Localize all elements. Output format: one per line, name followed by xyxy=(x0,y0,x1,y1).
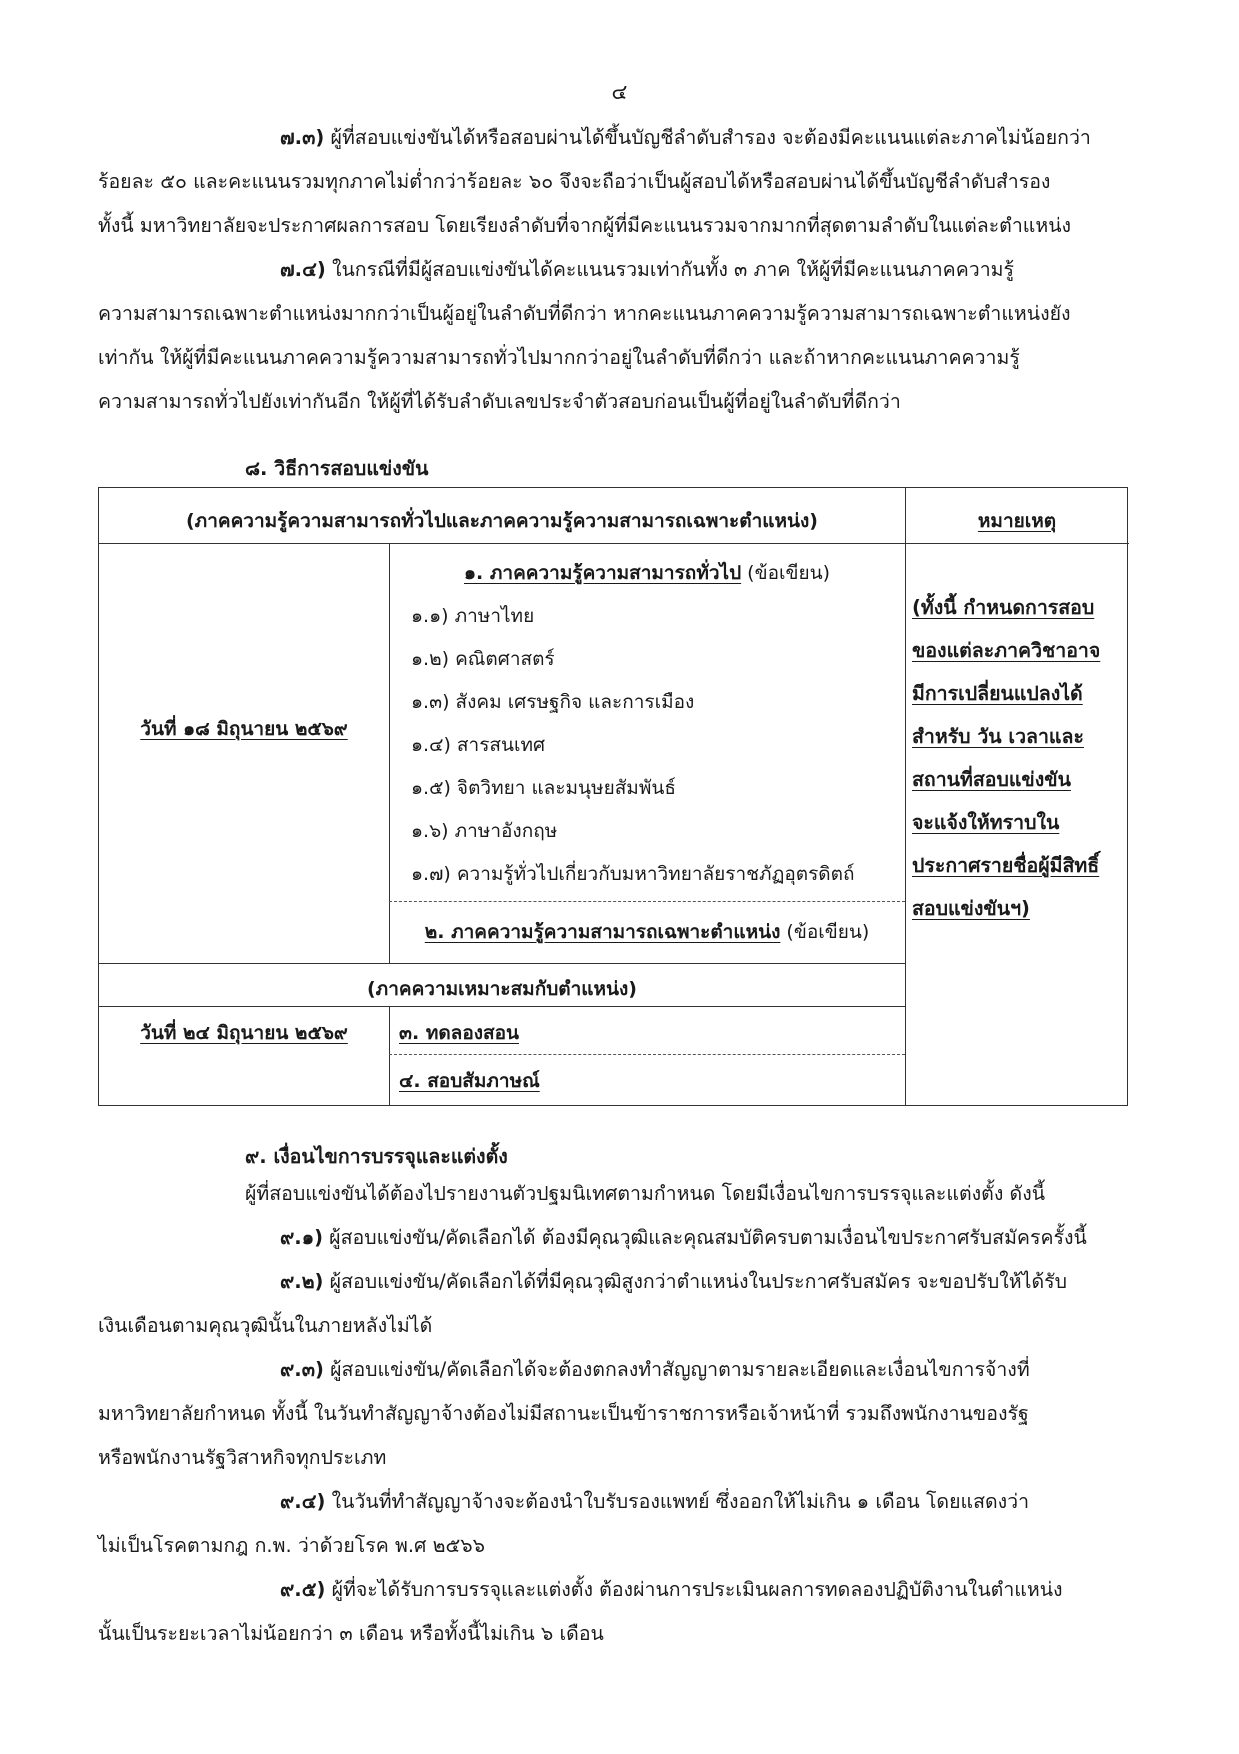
remark-line: ของแต่ละภาควิชาอาจ xyxy=(912,639,1101,662)
para-7-4-line-4: ความสามารถทั่วไปยังเท่ากันอีก ให้ผู้ที่ได้รับลำดับเลขประจำตัวสอบก่อนเป็นผู้ที่อยู่ในลำดับที่ดีกว่า xyxy=(98,390,901,413)
para-7-3-line-3: ทั้งนี้ มหาวิทยาลัยจะประกาศผลการสอบ โดยเรียงลำดับที่จากผู้ที่มีคะแนนรวมจากมากที่สุดตามลำดับในแต่ละตำแหน่ง xyxy=(98,214,1072,237)
exam-date-1: วันที่ ๑๘ มิถุนายน ๒๕๖๙ xyxy=(140,718,348,740)
para-7-4-text: ในกรณีที่มีผู้สอบแข่งขันได้คะแนนรวมเท่ากันทั้ง ๓ ภาค ให้ผู้ที่มีคะแนนภาคความรู้ xyxy=(325,258,1015,281)
table-rule-part4 xyxy=(389,1054,905,1055)
part-1-item: ๑.๔) สารสนเทศ xyxy=(411,734,546,756)
item-9-2-num: ๙.๒) xyxy=(280,1270,324,1293)
part-1-item: ๑.๑) ภาษาไทย xyxy=(411,605,535,627)
item-9-5-num: ๙.๕) xyxy=(280,1578,326,1601)
table-rule-part2 xyxy=(389,901,905,902)
part-2-title: ๒. ภาคความรู้ความสามารถเฉพาะตำแหน่ง xyxy=(424,921,781,943)
part-1-title: ๑. ภาคความรู้ความสามารถทั่วไป xyxy=(464,562,742,584)
section-8-title: ๘. วิธีการสอบแข่งขัน xyxy=(245,457,429,480)
item-9-2-line-1 xyxy=(280,1272,1067,1292)
part-1-item: ๑.๓) สังคม เศรษฐกิจ และการเมือง xyxy=(411,691,695,713)
exam-schedule-table xyxy=(98,487,1128,1106)
para-7-3-line-1 xyxy=(280,128,1091,148)
item-9-3-line-3: หรือพนักงานรัฐวิสาหกิจทุกประเภท xyxy=(98,1446,387,1469)
item-9-2-line-2: เงินเดือนตามคุณวุฒินั้นในภายหลังไม่ได้ xyxy=(98,1314,433,1337)
para-7-4-line-3: เท่ากัน ให้ผู้ที่มีคะแนนภาคความรู้ความสามารถทั่วไปมากกว่าอยู่ในลำดับที่ดีกว่า และถ้าหากคะแนนภาคความรู้ xyxy=(98,346,1020,369)
para-7-4-line-1 xyxy=(280,260,1014,280)
item-9-3-line-2: มหาวิทยาลัยกำหนด ทั้งนี้ ในวันทำสัญญาจ้างต้องไม่มีสถานะเป็นข้าราชการหรือเจ้าหน้าที่ รวมถึงพนักงานของรัฐ xyxy=(98,1402,1029,1425)
item-9-4-line-2: ไม่เป็นโรคตามกฎ ก.พ. ว่าด้วยโรค พ.ศ ๒๕๖๖ xyxy=(98,1534,485,1557)
table-header-main: (ภาคความรู้ความสามารถทั่วไปและภาคความรู้ความสามารถเฉพาะตำแหน่ง) xyxy=(186,510,818,532)
table-divider-remark xyxy=(905,488,906,1105)
remark-line: สอบแข่งขันฯ) xyxy=(912,897,1030,920)
part-1-item: ๑.๒) คณิตศาสตร์ xyxy=(411,648,555,670)
part-1-item: ๑.๗) ความรู้ทั่วไปเกี่ยวกับมหาวิทยาลัยราชภัฏอุตรดิตถ์ xyxy=(411,863,855,885)
part-1-item: ๑.๖) ภาษาอังกฤษ xyxy=(411,820,558,842)
item-9-5-line-2: นั้นเป็นระยะเวลาไม่น้อยกว่า ๓ เดือน หรือทั้งนี้ไม่เกิน ๖ เดือน xyxy=(98,1622,604,1645)
table-remarks xyxy=(912,586,1124,930)
part-1-heading xyxy=(389,558,905,588)
remark-line: ประกาศรายชื่อผู้มีสิทธิ์ xyxy=(912,854,1100,877)
section-9-title: ๙. เงื่อนไขการบรรจุและแต่งตั้ง xyxy=(245,1145,508,1168)
table-divider-date-1 xyxy=(389,543,390,963)
item-9-3-num: ๙.๓) xyxy=(280,1358,324,1381)
para-7-3-text: ผู้ที่สอบแข่งขันได้หรือสอบผ่านได้ขึ้นบัญชีลำดับสำรอง จะต้องมีคะแนนแต่ละภาคไม่น้อยกว่า xyxy=(324,126,1091,149)
part-3-title: ๓. ทดลองสอน xyxy=(399,1022,520,1044)
remark-line: มีการเปลี่ยนแปลงได้ xyxy=(912,682,1083,705)
para-7-4-num: ๗.๔) xyxy=(280,258,326,281)
item-9-1-num: ๙.๑) xyxy=(280,1226,323,1249)
para-7-3-line-2: ร้อยละ ๕๐ และคะแนนรวมทุกภาคไม่ต่ำกว่าร้อยละ ๖๐ จึงจะถือว่าเป็นผู้สอบได้หรือสอบผ่านได้ขึ้นบัญชีลำดับสำรอง xyxy=(98,170,1051,193)
para-7-4-line-2: ความสามารถเฉพาะตำแหน่งมากกว่าเป็นผู้อยู่ในลำดับที่ดีกว่า หากคะแนนภาคความรู้ความสามารถเฉพาะตำแหน่งยัง xyxy=(98,302,1071,325)
section-9-intro: ผู้ที่สอบแข่งขันได้ต้องไปรายงานตัวปฐมนิเทศตามกำหนด โดยมีเงื่อนไขการบรรจุและแต่งตั้ง ดังนี้ xyxy=(245,1182,1046,1205)
item-9-1-text: ผู้สอบแข่งขัน/คัดเลือกได้ ต้องมีคุณวุฒิและคุณสมบัติครบตามเงื่อนไขประกาศรับสมัครครั้งนี้ xyxy=(322,1226,1087,1249)
part-2-heading xyxy=(389,917,905,947)
item-9-3-line-1 xyxy=(280,1360,1030,1380)
remark-line: สำหรับ วัน เวลาและ xyxy=(912,725,1084,748)
exam-date-2: วันที่ ๒๔ มิถุนายน ๒๕๖๙ xyxy=(140,1022,348,1044)
part-1-suffix: (ข้อเขียน) xyxy=(741,562,830,584)
item-9-5-line-1 xyxy=(280,1580,1063,1600)
table-rule-suitability-bottom xyxy=(99,1006,905,1007)
para-7-3-num: ๗.๓) xyxy=(280,126,325,149)
item-9-1-line-1 xyxy=(280,1228,1087,1248)
item-9-4-text: ในวันที่ทำสัญญาจ้างจะต้องนำใบรับรองแพทย์ ซึ่งออกให้ไม่เกิน ๑ เดือน โดยแสดงว่า xyxy=(325,1490,1030,1513)
item-9-4-line-1 xyxy=(280,1492,1029,1512)
page-number: ๔ xyxy=(611,80,628,104)
suitability-heading: (ภาคความเหมาะสมกับตำแหน่ง) xyxy=(367,978,637,1000)
item-9-4-num: ๙.๔) xyxy=(280,1490,326,1513)
item-9-3-text: ผู้สอบแข่งขัน/คัดเลือกได้จะต้องตกลงทำสัญญาตามรายละเอียดและเงื่อนไขการจ้างที่ xyxy=(323,1358,1030,1381)
table-rule-suitability-top xyxy=(99,963,905,964)
part-4-title: ๔. สอบสัมภาษณ์ xyxy=(399,1070,540,1092)
table-divider-date-2 xyxy=(389,1006,390,1105)
remark-line: (ทั้งนี้ กำหนดการสอบ xyxy=(912,596,1095,619)
part-2-suffix: (ข้อเขียน) xyxy=(780,921,870,943)
item-9-5-text: ผู้ที่จะได้รับการบรรจุและแต่งตั้ง ต้องผ่านการประเมินผลการทดลองปฏิบัติงานในตำแหน่ง xyxy=(325,1578,1063,1601)
item-9-2-text: ผู้สอบแข่งขัน/คัดเลือกได้ที่มีคุณวุฒิสูงกว่าตำแหน่งในประกาศรับสมัคร จะขอปรับให้ได้รับ xyxy=(323,1270,1067,1293)
remark-line: จะแจ้งให้ทราบใน xyxy=(912,811,1060,834)
table-header-rule xyxy=(99,543,1129,544)
table-header-remark: หมายเหตุ xyxy=(977,510,1057,532)
remark-line: สถานที่สอบแข่งขัน xyxy=(912,768,1071,791)
part-1-item: ๑.๕) จิตวิทยา และมนุษยสัมพันธ์ xyxy=(411,777,676,799)
